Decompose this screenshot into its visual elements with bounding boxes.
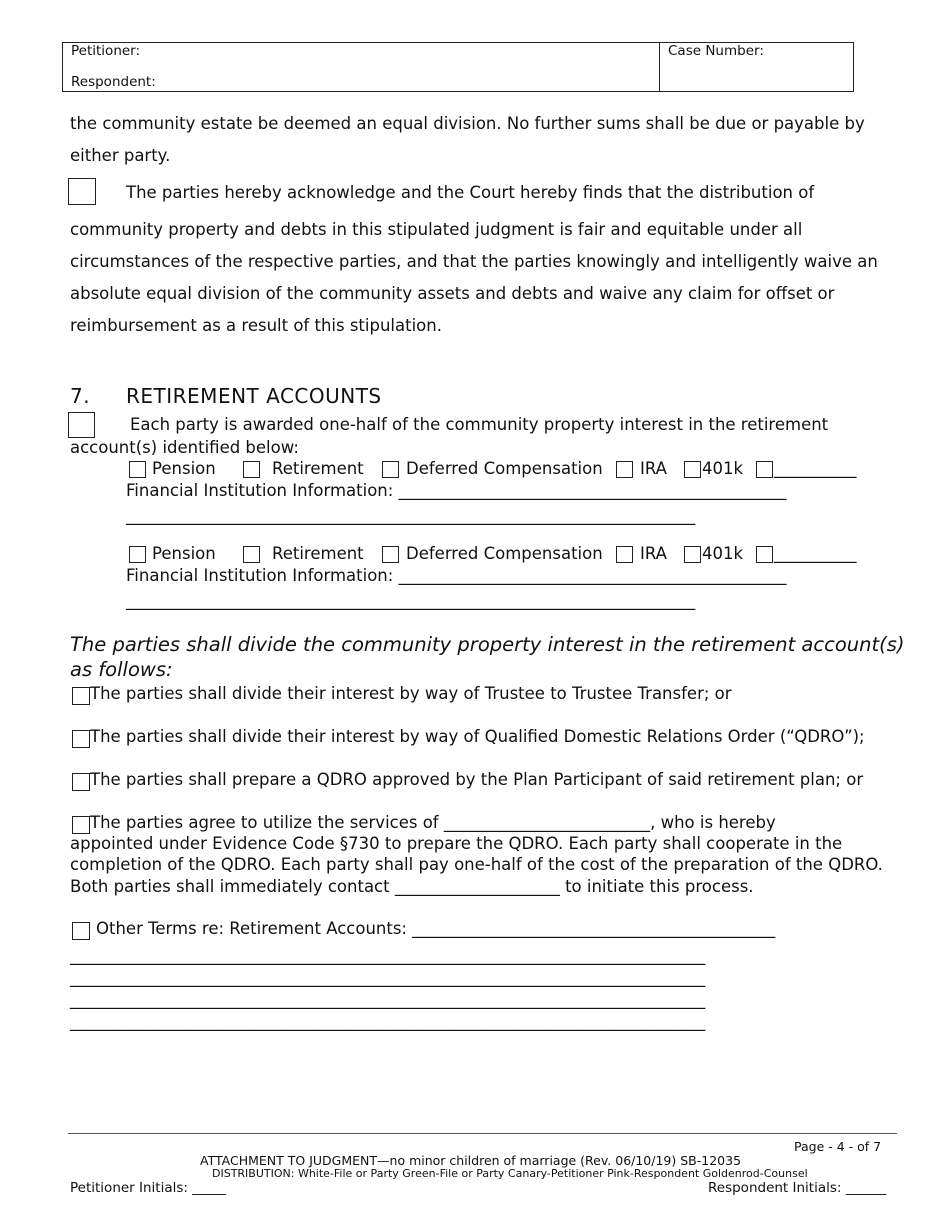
retirement-checkbox[interactable]	[243, 461, 260, 478]
services-line-1: The parties agree to utilize the services of _________________________, who is hereby	[90, 813, 776, 832]
acknowledge-line-1: The parties hereby acknowledge and the Court hereby finds that the distribution of	[126, 183, 815, 202]
services-checkbox[interactable]	[72, 816, 90, 834]
header-divider	[659, 43, 660, 91]
respondent-initials[interactable]: Respondent Initials: ______	[708, 1180, 887, 1196]
award-line-1: Each party is awarded one-half of the community property interest in the retirement	[130, 415, 829, 434]
ira-label: IRA	[640, 459, 667, 478]
other-account-checkbox[interactable]	[756, 546, 773, 563]
deferred-comp-label: Deferred Compensation	[406, 459, 603, 478]
qdro-option: The parties shall divide their interest by way of Qualified Domestic Relations Order (“QDRO”);	[90, 727, 865, 746]
divide-heading-line-2: as follows:	[70, 658, 173, 681]
acknowledge-checkbox[interactable]	[68, 178, 96, 205]
acknowledge-line-4: absolute equal division of the community assets and debts and waive any claim for offset or	[70, 284, 835, 303]
trustee-transfer-checkbox[interactable]	[72, 687, 90, 705]
other-terms-blank-2[interactable]: _____________________________________________________________________________	[70, 968, 706, 987]
financial-institution-line-1[interactable]: Financial Institution Information: _______________________________________________	[126, 566, 787, 585]
qdro-participant-checkbox[interactable]	[72, 773, 90, 791]
401k-label: 401k	[702, 544, 744, 563]
services-line-3: completion of the QDRO. Each party shall pay one-half of the cost of the preparation of the QDRO.	[70, 855, 883, 874]
ira-checkbox[interactable]	[616, 461, 633, 478]
other-terms-blank-3[interactable]: _____________________________________________________________________________	[70, 990, 706, 1009]
intro-line-1: the community estate be deemed an equal division. No further sums shall be due or payable by	[70, 114, 865, 133]
401k-label: 401k	[702, 459, 744, 478]
deferred-comp-checkbox[interactable]	[382, 461, 399, 478]
other-terms-blank-4[interactable]: _____________________________________________________________________________	[70, 1012, 706, 1031]
footer-divider	[68, 1133, 897, 1134]
pension-label: Pension	[152, 459, 216, 478]
acknowledge-line-5: reimbursement as a result of this stipulation.	[70, 316, 442, 335]
401k-checkbox[interactable]	[684, 546, 701, 563]
petitioner-initials[interactable]: Petitioner Initials: _____	[70, 1180, 226, 1196]
other-terms-blank-1[interactable]: _____________________________________________________________________________	[70, 946, 706, 965]
acknowledge-line-2: community property and debts in this stipulated judgment is fair and equitable under all	[70, 220, 803, 239]
page-number: Page - 4 - of 7	[794, 1139, 882, 1154]
deferred-comp-checkbox[interactable]	[382, 546, 399, 563]
award-checkbox[interactable]	[68, 412, 95, 438]
case-number-label: Case Number:	[668, 43, 764, 59]
acknowledge-line-3: circumstances of the respective parties, and that the parties knowingly and intelligently waive an	[70, 252, 878, 271]
401k-checkbox[interactable]	[684, 461, 701, 478]
respondent-label: Respondent:	[71, 74, 156, 90]
pension-label: Pension	[152, 544, 216, 563]
other-account-blank[interactable]: __________	[774, 459, 857, 478]
intro-line-2: either party.	[70, 146, 171, 165]
footer-distribution: DISTRIBUTION: White-File or Party Green-File or Party Canary-Petitioner Pink-Respondent Goldenrod-Counsel	[212, 1167, 808, 1180]
financial-institution-line-2[interactable]: _____________________________________________________________________	[126, 591, 696, 610]
deferred-comp-label: Deferred Compensation	[406, 544, 603, 563]
pension-checkbox[interactable]	[129, 546, 146, 563]
services-line-2: appointed under Evidence Code §730 to prepare the QDRO. Each party shall cooperate in the	[70, 834, 843, 853]
award-line-2: account(s) identified below:	[70, 438, 299, 457]
qdro-participant-option: The parties shall prepare a QDRO approved by the Plan Participant of said retirement plan; or	[90, 770, 864, 789]
qdro-checkbox[interactable]	[72, 730, 90, 748]
petitioner-label: Petitioner:	[71, 43, 141, 59]
other-terms-checkbox[interactable]	[72, 922, 90, 940]
footer-title: ATTACHMENT TO JUDGMENT—no minor children of marriage (Rev. 06/10/19) SB-12035	[200, 1153, 742, 1168]
other-account-checkbox[interactable]	[756, 461, 773, 478]
pension-checkbox[interactable]	[129, 461, 146, 478]
financial-institution-line-2[interactable]: _____________________________________________________________________	[126, 506, 696, 525]
services-line-4: Both parties shall immediately contact ____________________ to initiate this process.	[70, 877, 754, 896]
section-number: 7.	[70, 384, 91, 408]
trustee-transfer-option: The parties shall divide their interest by way of Trustee to Trustee Transfer; or	[90, 684, 732, 703]
section-title: RETIREMENT ACCOUNTS	[126, 384, 382, 408]
retirement-checkbox[interactable]	[243, 546, 260, 563]
other-terms-label[interactable]: Other Terms re: Retirement Accounts: ____________________________________________	[96, 919, 776, 938]
ira-label: IRA	[640, 544, 667, 563]
divide-heading-line-1: The parties shall divide the community property interest in the retirement account(s)	[70, 633, 905, 656]
case-header-box	[62, 42, 854, 92]
financial-institution-line-1[interactable]: Financial Institution Information: _______________________________________________	[126, 481, 787, 500]
other-account-blank[interactable]: __________	[774, 544, 857, 563]
retirement-label: Retirement	[272, 544, 364, 563]
retirement-label: Retirement	[272, 459, 364, 478]
ira-checkbox[interactable]	[616, 546, 633, 563]
